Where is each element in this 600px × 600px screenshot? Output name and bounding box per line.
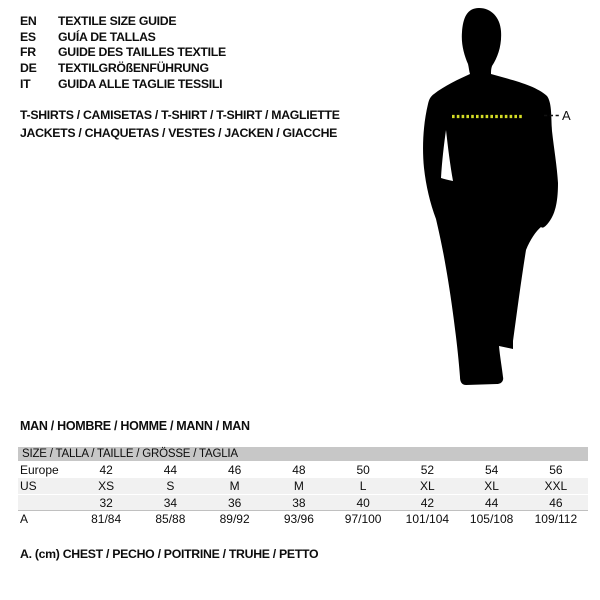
section-title-man: MAN / HOMBRE / HOMME / MANN / MAN — [20, 419, 250, 433]
size-cell: 46 — [549, 495, 563, 510]
table-row-numeric — [18, 494, 588, 510]
size-cell: 97/100 — [344, 512, 382, 526]
size-cell: XXL — [544, 479, 568, 493]
row-label: A — [20, 512, 29, 526]
size-cell: XS — [98, 479, 115, 493]
language-title: TEXTILE SIZE GUIDE — [58, 13, 177, 28]
size-cell: 109/112 — [534, 512, 578, 526]
row-label: Europe — [20, 462, 59, 477]
size-cell: 56 — [549, 462, 563, 477]
garment-line-jackets: JACKETS / CHAQUETAS / VESTES / JACKEN / GIACCHE — [20, 126, 338, 140]
measurement-a-label: A — [562, 108, 571, 123]
size-table-header: SIZE / TALLA / TAILLE / GRÖSSE / TAGLIA — [18, 447, 588, 461]
language-code: DE — [20, 61, 37, 76]
size-cell: 54 — [484, 462, 499, 477]
size-cell: 42 — [99, 462, 113, 477]
size-cell: 105/108 — [469, 512, 514, 526]
language-code: ES — [20, 29, 36, 44]
size-cell: 52 — [420, 462, 435, 477]
size-cell: XL — [420, 479, 435, 493]
size-cell: 38 — [292, 495, 306, 510]
size-cell: 46 — [227, 462, 242, 477]
size-cell: 48 — [292, 462, 306, 477]
size-cell: 44 — [484, 495, 499, 510]
size-cell: 42 — [420, 495, 435, 510]
size-table — [18, 447, 588, 527]
row-label: US — [20, 479, 37, 493]
size-cell: 34 — [163, 495, 178, 510]
size-cell: 93/96 — [283, 512, 314, 526]
size-cell: 36 — [227, 495, 242, 510]
man-silhouette-path — [423, 8, 558, 385]
table-row-chest-a — [18, 510, 588, 527]
language-code: EN — [20, 13, 37, 28]
table-row-europe — [18, 461, 588, 478]
size-cell: 50 — [356, 462, 370, 477]
size-cell: 81/84 — [91, 512, 122, 526]
size-cell: 85/88 — [155, 512, 186, 526]
size-cell: XL — [484, 479, 499, 493]
size-cell: L — [359, 479, 367, 493]
table-row-us — [18, 478, 588, 494]
language-code: FR — [20, 45, 36, 60]
size-cell: M — [229, 479, 240, 493]
size-cell: 32 — [99, 495, 113, 510]
garment-line-tshirts: T-SHIRTS / CAMISETAS / T-SHIRT / T-SHIRT / MAGLIETTE — [20, 108, 340, 122]
language-title: GUIDA ALLE TAGLIE TESSILI — [58, 77, 223, 92]
size-cell: M — [293, 479, 304, 493]
measurement-footnote: A. (cm) CHEST / PECHO / POITRINE / TRUHE / PETTO — [20, 547, 319, 561]
size-cell: 44 — [163, 462, 178, 477]
language-title: GUIDE DES TAILLES TEXTILE — [58, 45, 226, 60]
size-cell: 89/92 — [219, 512, 250, 526]
size-cell: S — [166, 479, 175, 493]
language-code: IT — [20, 77, 31, 92]
size-cell: 40 — [356, 495, 370, 510]
language-title: TEXTILGRÖßENFÜHRUNG — [58, 61, 209, 76]
size-cell: 101/104 — [405, 512, 450, 526]
language-title: GUÍA DE TALLAS — [58, 29, 156, 44]
